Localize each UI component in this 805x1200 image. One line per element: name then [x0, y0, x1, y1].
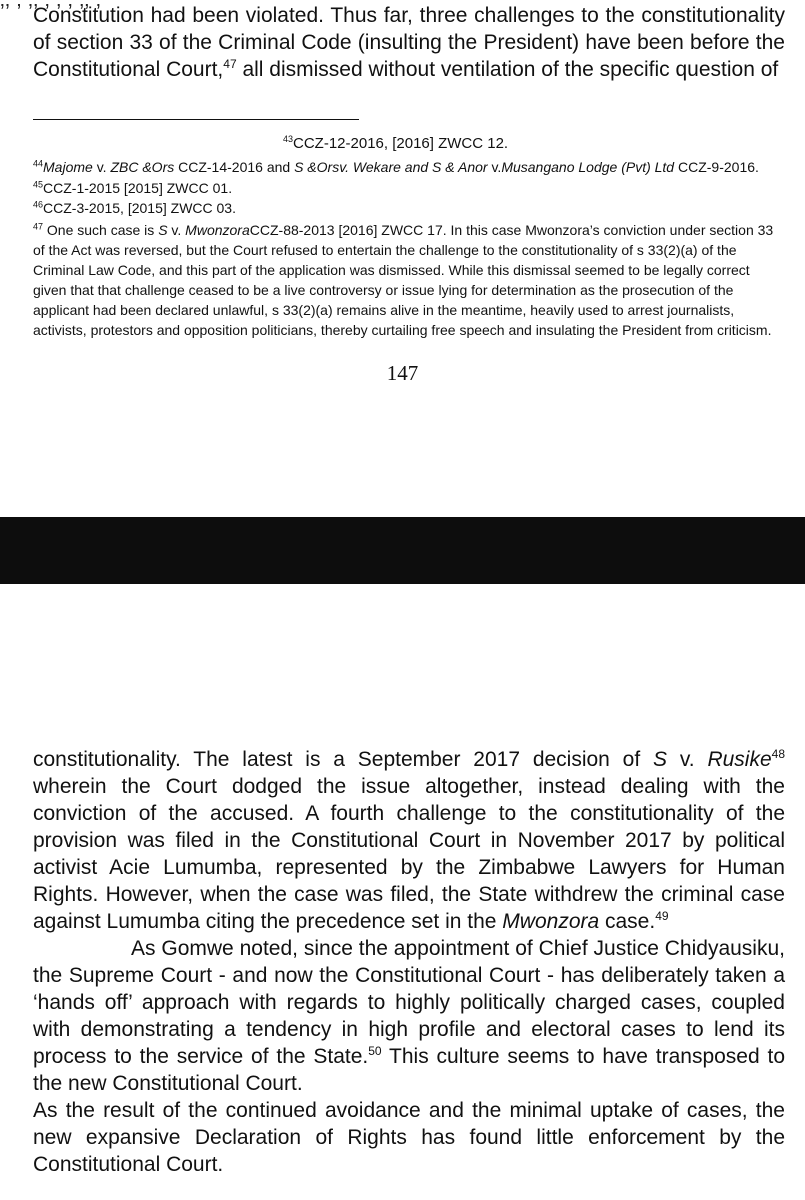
footnote-ref-50[interactable]: 50: [368, 1044, 382, 1058]
footnote-separator: [33, 119, 359, 120]
body-paragraph-top: Constitution had been violated. Thus far, three challenges to the constitutionality of section 33 of the Criminal Code (insulting the President) have been before the Constitutional Court,$^{47}$ all dismissed without ventilation of the specific question of: [33, 4, 785, 81]
footnote-ref-47[interactable]: 47: [223, 57, 237, 71]
paragraph-2: As Gomwe noted, since the appointment of Chief Justice Chidyausiku, the Supreme Court - and now the Constitutional Court - has deliberately taken a ‘hands off’ approach with regards to highly politically charged cases, coupled with demonstrating a tendency in high profile and electoral cases to lend its process to the service of the State.$^{50}$ This culture seems to have transposed to the new Constitutional Court.: [33, 937, 785, 1095]
footnote-ref-49[interactable]: 49: [655, 909, 669, 923]
footnote-44: $^{44}$Majome v. ZBC &Ors CCZ-14-2016 and S &Orsv. Wekare and S & Anor v.Musangano Lodge (Pvt) Ltd CCZ-9-2016.: [33, 158, 759, 175]
bottom-page: [0, 584, 805, 1200]
paragraph-3: As the result of the continued avoidance and the minimal uptake of cases, the new expansive Declaration of Rights has found little enforcement by the Constitutional Court.: [33, 1099, 785, 1176]
page-number: 147: [386, 361, 419, 385]
footnote-46: $^{46}$CCZ-3-2015, [2015] ZWCC 03.: [33, 199, 236, 216]
body-text-bottom: [33, 746, 785, 1178]
footnote-45: $^{45}$CCZ-1-2015 [2015] ZWCC 01.: [33, 179, 233, 196]
paragraph-1: constitutionality. The latest is a September 2017 decision of S v. Rusike$^{48}$ wherein the Court dodged the issue altogether, instead dealing with the conviction of the accused. A fourth challenge to the constitutionality of the provision was filed in the Constitutional Court in November 2017 by political activist Acie Lumumba, represented by the Zimbabwe Lawyers for Human Rights. However, when the case was filed, the State withdrew the criminal case against Lumumba citing the precedence set in the Mwonzora case.$^{49}$: [33, 747, 785, 933]
footnote-43: $^{43}$CCZ-12-2016, [2016] ZWCC 12.: [283, 134, 509, 152]
page-gap-bar: [0, 517, 805, 584]
top-page: [0, 0, 805, 517]
footnote-ref-48[interactable]: 48: [771, 747, 785, 761]
footnote-47: $^{47}$ One such case is S v. MwonzoraCCZ-88-2013 [2016] ZWCC 17. In this case Mwonzora’s conviction under section 33 of the Act was reversed, but the Court refused to entertain the challenge to the constitutionality of s 33(2)(a) of the Criminal Law Code, and this part of the application was dismissed. While this dismissal seemed to be legally correct given that that challenge ceased to be a live controversy or issue lying for determination as the prosecution of the applicant had been declared unlawful, s 33(2)(a) remains alive in the meantime, heavily used to arrest journalists, activists, protestors and opposition politicians, thereby curtailing free speech and insulating the President from criticism.: [33, 221, 774, 338]
